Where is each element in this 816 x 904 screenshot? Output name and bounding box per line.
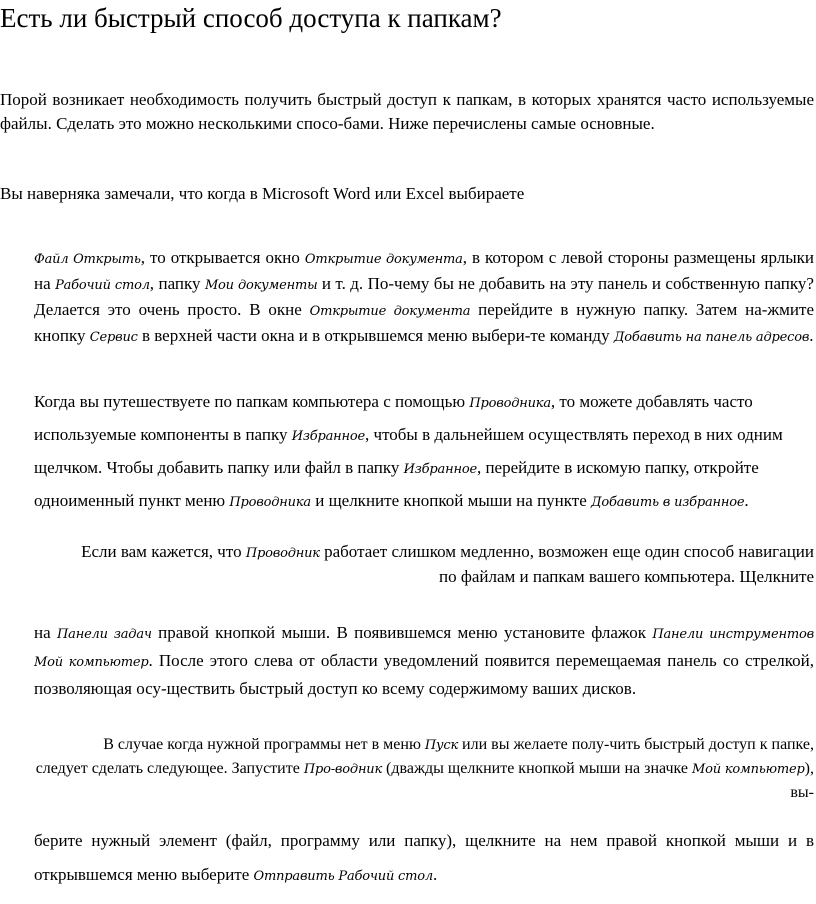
paragraph-text: правой кнопкой мыши. В появившемся меню установите флажок (151, 623, 653, 642)
paragraph-text: на (34, 623, 58, 642)
menu-term-my-computer: Мой компьютер (692, 762, 805, 777)
menu-term-explorer: Проводника (229, 495, 311, 510)
menu-term-taskbar: Панели задач (57, 627, 152, 642)
paragraph-text: (дважды щелкните кнопкой мыши на значке (382, 760, 693, 777)
paragraph-text: перейдите в нужную папку. Затем на-жмите кнопку (34, 300, 814, 345)
paragraph-text: , в котором с левой стороны размещены ярлыки на (34, 248, 814, 293)
paragraph-line (30, 781, 814, 804)
paragraph-text: . После этого слева от области уведомлений появится перемещаемая панель со стрелкой, позволяющая осу-ществить быстрый доступ ко всему содержимому ваших дисков. (34, 651, 814, 698)
intro-text: Порой возникает необходимость получить быстрый доступ к папкам, в которых хранятся часто используемые файлы. Сделать это можно несколькими спосо-бами. Ниже перечислены самые основные. (0, 90, 814, 133)
open-dialog-paragraph (34, 246, 814, 350)
paragraph-text: Если вам кажется, что (81, 542, 246, 561)
start-menu-paragraph (30, 733, 814, 804)
paragraph-text: вы- (790, 784, 814, 801)
favorites-paragraph (34, 386, 814, 518)
paragraph-text: . (809, 326, 814, 345)
paragraph-text: в верхней части окна и в открывшемся меню выбери-те команду (137, 326, 614, 345)
page-title: Есть ли быстрый способ доступа к папкам? (0, 3, 502, 33)
paragraph-text: . (432, 865, 438, 884)
intro-paragraph (0, 88, 814, 136)
word-excel-paragraph (0, 182, 814, 206)
menu-term-favorites: Избранное (403, 462, 477, 477)
paragraph-text: ), (804, 760, 814, 777)
menu-term-explorer: Про-водник (303, 762, 383, 777)
menu-term-send-to-desktop: Отправить Рабочий стол (253, 869, 433, 884)
paragraph-line (30, 757, 814, 781)
paragraph-text: , чтобы в дальнейшем осуществлять переход в них одним щелчком. Чтобы добавить папку или файл в папку (34, 425, 783, 477)
send-to-paragraph (34, 824, 814, 894)
paragraph-text: следует сделать следующее. Запустите (35, 760, 304, 777)
menu-term-desktop: Рабочий стол (55, 278, 150, 293)
menu-term-file-open: Файл Открыть (34, 252, 141, 267)
paragraph-text: и щелкните кнопкой мыши на пункте (310, 491, 592, 510)
menu-term-add-to-favorites: Добавить в избранное (591, 495, 745, 510)
menu-term-add-to-places: Добавить на панель адресов (613, 330, 810, 345)
paragraph-text: Когда вы путешествуете по папкам компьютера с помощью (34, 392, 470, 411)
word-excel-text: Вы наверняка замечали, что когда в Microsoft Word или Excel выбираете (0, 184, 525, 203)
menu-term-toolbars-my-computer: Панели инструментов Мой компьютер (34, 627, 814, 670)
menu-term-open-document: Открытие документа (304, 252, 463, 267)
menu-term-favorites: Избранное (291, 429, 366, 444)
menu-term-start: Пуск (424, 738, 459, 753)
paragraph-text: по файлам и папкам вашего компьютера. Щелкните (438, 567, 814, 586)
paragraph-text: , то открывается окно (140, 248, 305, 267)
paragraph-text: , папку (149, 274, 205, 293)
menu-term-service: Сервис (89, 330, 138, 345)
menu-term-explorer: Проводника (469, 396, 551, 411)
paragraph-line (30, 733, 814, 757)
paragraph-line (34, 565, 814, 588)
menu-term-open-document: Открытие документа (309, 304, 471, 319)
paragraph-line (34, 540, 814, 565)
paragraph-text: берите нужный элемент (файл, программу или папку), щелкните на нем правой кнопкой мыши и в открывшемся меню выберите (34, 831, 814, 884)
slow-explorer-paragraph (34, 540, 814, 588)
paragraph-text: или вы желаете полу-чить быстрый доступ к папке, (458, 736, 814, 753)
menu-term-explorer: Проводник (245, 546, 320, 561)
paragraph-text: , перейдите в искомую папку, откройте одноименный пункт меню (34, 458, 759, 510)
menu-term-my-documents: Мои документы (204, 278, 318, 293)
taskbar-paragraph (34, 620, 814, 702)
paragraph-text: , то можете добавлять часто используемые компоненты в папку (34, 392, 753, 444)
paragraph-text: работает слишком медленно, возможен еще один способ навигации (319, 542, 814, 561)
paragraph-text: и т. д. По-чему бы не добавить на эту панель и собственную папку? Делается это очень просто. В окне (34, 274, 814, 319)
paragraph-text: . (744, 491, 749, 510)
paragraph-text: В случае когда нужной программы нет в меню (103, 736, 425, 753)
